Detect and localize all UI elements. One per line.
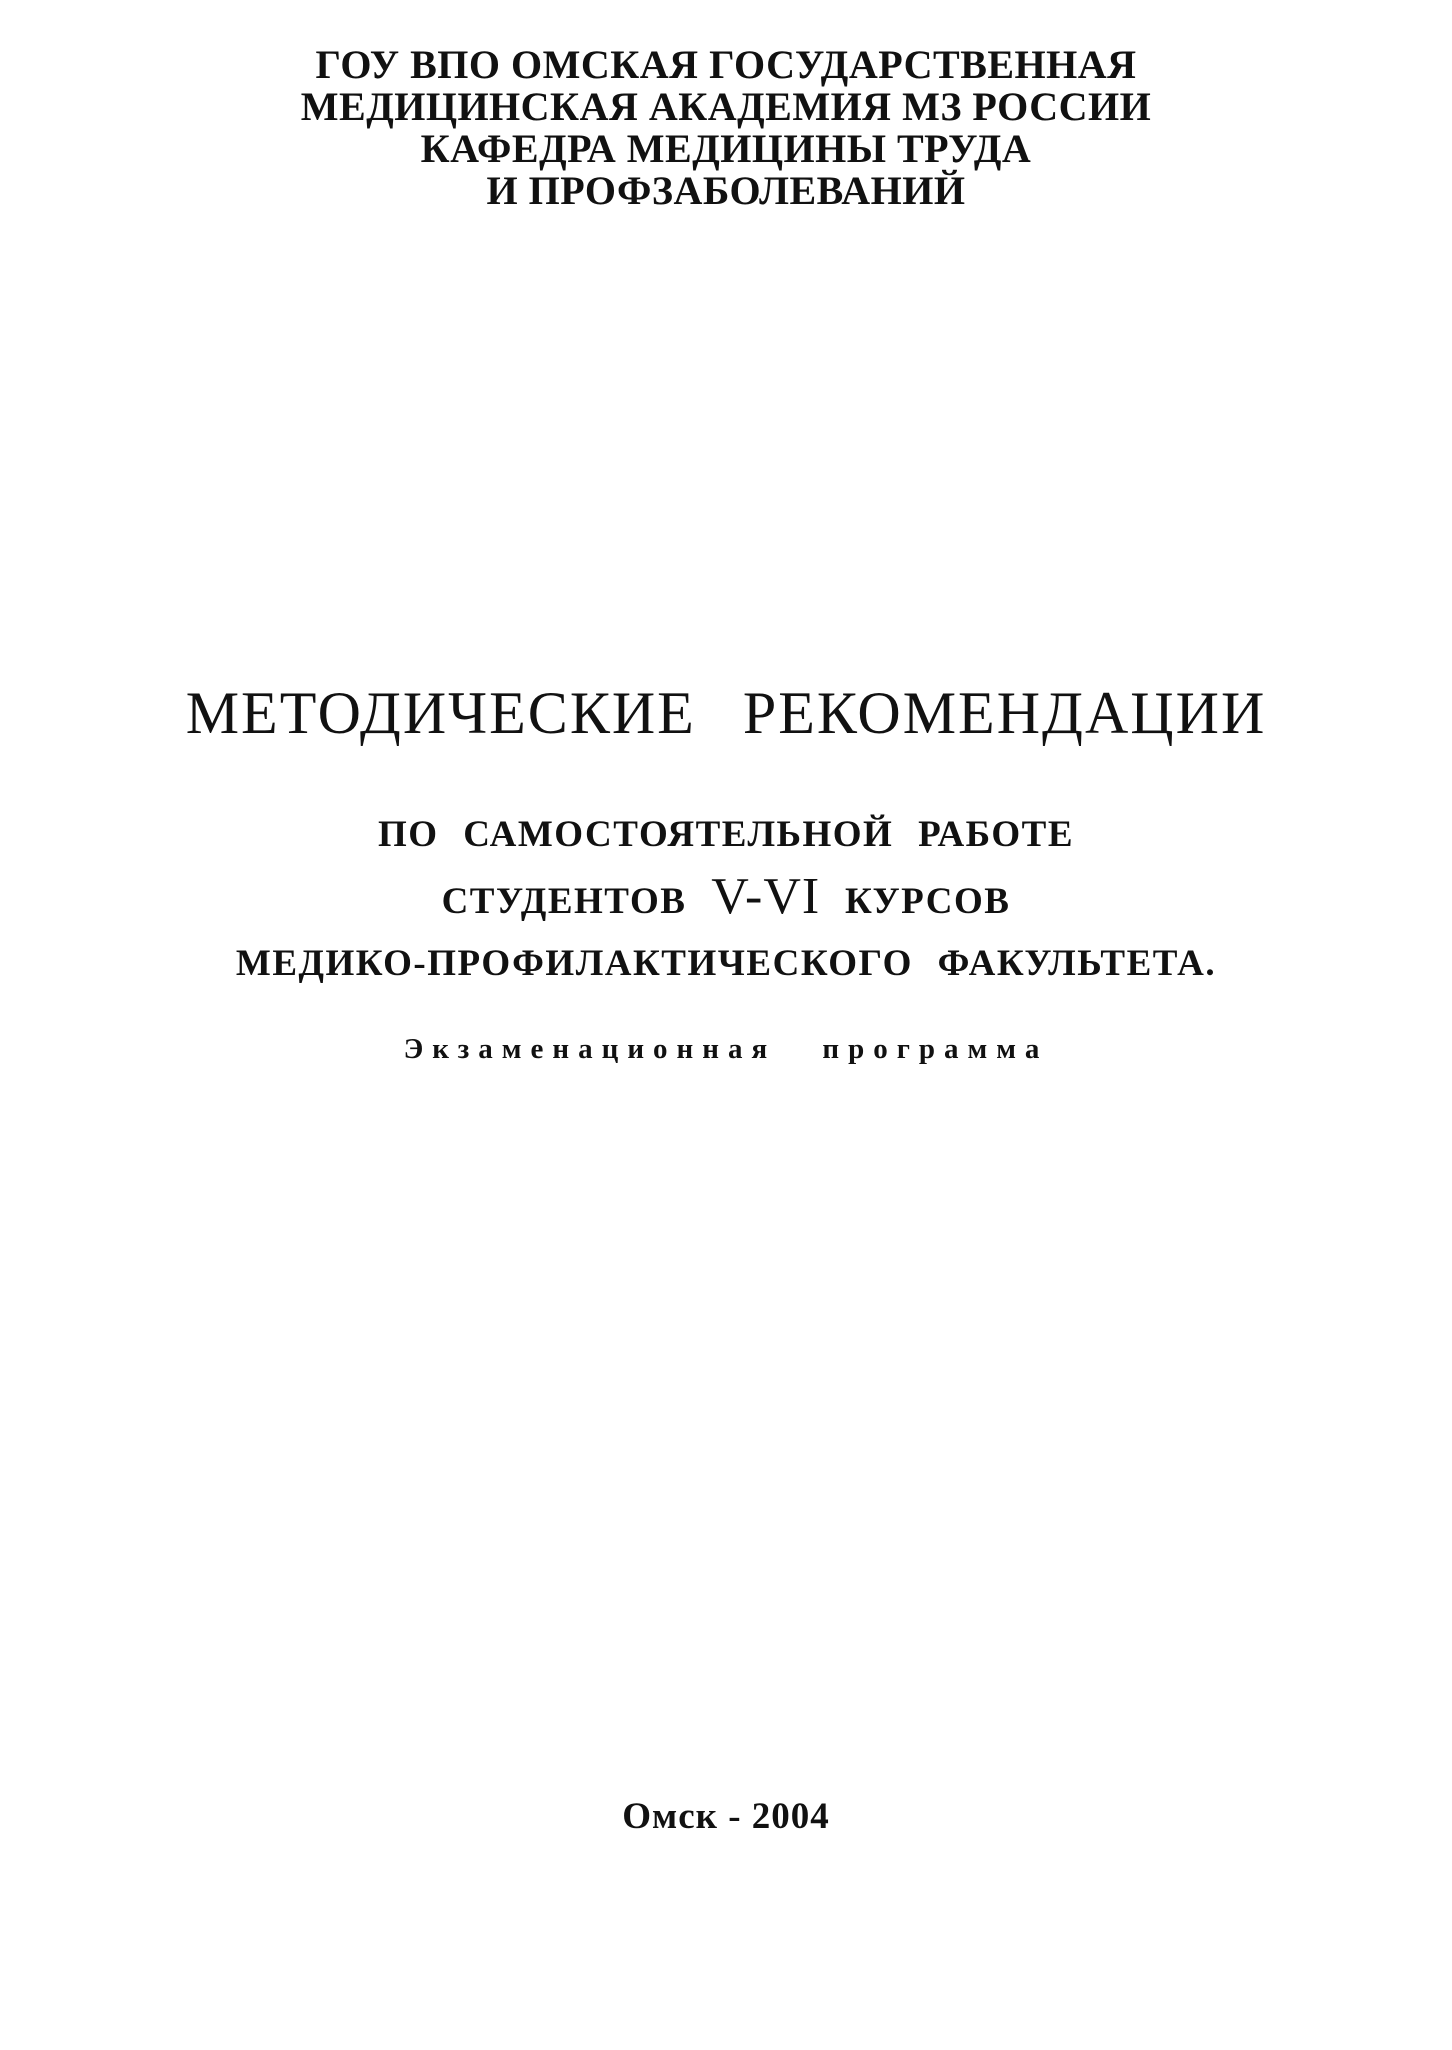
subtitle-courses: КУРСОВ [844, 881, 1011, 922]
subtitle-line-2 [0, 866, 1452, 933]
place-year: Омск - 2004 [622, 1796, 830, 1837]
exam-program-label: Экзаменационная программа [403, 1033, 1049, 1065]
subtitle-students: СТУДЕНТОВ [441, 881, 687, 922]
institution-line-4: И ПРОФЗАБОЛЕВАНИЙ [486, 168, 966, 213]
institution-line-3: КАФЕДРА МЕДИЦИНЫ ТРУДА [420, 126, 1032, 171]
subtitle-line-3: МЕДИКО-ПРОФИЛАКТИЧЕСКОГО ФАКУЛЬТЕТА. [235, 943, 1217, 984]
institution-header [0, 44, 1452, 212]
institution-line-2: МЕДИЦИНСКАЯ АКАДЕМИЯ МЗ РОССИИ [300, 84, 1152, 129]
document-subtitle [0, 804, 1452, 995]
institution-line-1: ГОУ ВПО ОМСКАЯ ГОСУДАРСТВЕННАЯ [315, 42, 1137, 87]
document-title: МЕТОДИЧЕСКИЕ РЕКОМЕНДАЦИИ [185, 680, 1267, 746]
subtitle-course-range: V-VI [711, 868, 821, 925]
subtitle-line-1: ПО САМОСТОЯТЕЛЬНОЙ РАБОТЕ [377, 814, 1075, 855]
